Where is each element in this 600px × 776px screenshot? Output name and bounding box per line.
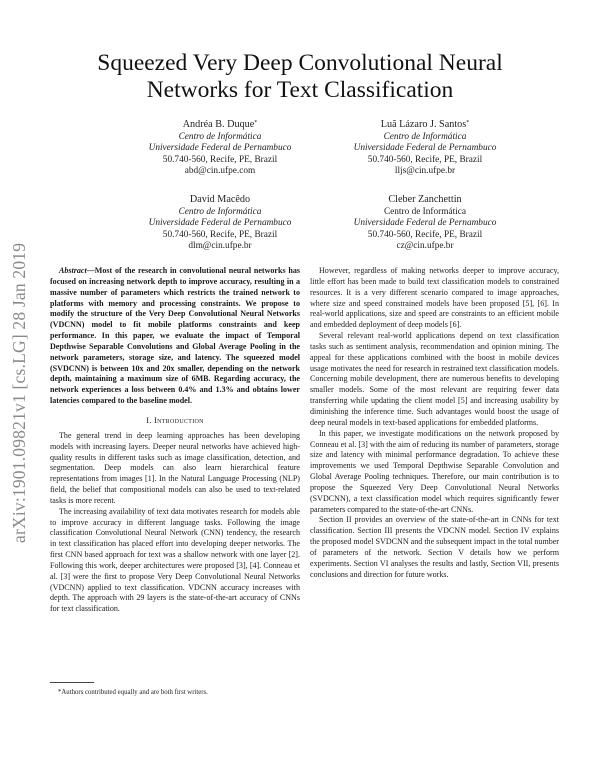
- author-name: Luã Lázaro J. Santos: [380, 119, 467, 130]
- author-institution: Universidade Federal de Pernambuco: [148, 218, 292, 229]
- author-institution: Universidade Federal de Pernambuco: [353, 218, 497, 229]
- author-name: Andréa B. Duque: [182, 119, 255, 130]
- left-column: [50, 266, 300, 615]
- paragraph: The general trend in deep learning approaches has been developing models with increasing layers. Deeper neural networks have achieved high-quality results in different tasks such as image classification, detection, and segmentation. Deep models can also learn hierarchical feature representations from images [1]. In the Natural Language Processing (NLP) field, the belief that compositional models can also be used to text-related tasks is more recent.: [50, 430, 300, 505]
- footnote: *Authors contributed equally and are both first writers.: [58, 689, 208, 696]
- author-institution: Universidade Federal de Pernambuco: [353, 143, 497, 154]
- paragraph: Several relevant real-world applications depend on text classification tasks such as sentiment analysis, recommendation and opinion mining. The appeal for these applications combined with the boost in mobile devices usage motivates the need for research in restrained text classification models. Concerning mobile development, there are numerous benefits to developing smaller models. Some of the most relevant are requiring fewer data transferring while updating the client model [5] and increasing usability by diminishing the inference time. Such advantages would boost the usage of deep neural models in text-based applications for embedded platforms.: [310, 331, 559, 427]
- paragraph: The increasing availability of text data motivates research for models able to improve accuracy in different language tasks. Following the image classification Convolutional Neural Network (CNN) tendency, the research in text classification has placed effort into developing deeper networks. The first CNN based approach for text was a shallow network with one layer [2]. Following this work, deeper architectures were proposed [3], [4]. Conneau et al. [3] were the first to propose Very Deep Convolutional Neural Networks (VDCNN) applied to text classification. VDCNN accuracy increases with depth. The approach with 29 layers is the state-of-the-art accuracy of CNNs for text classification.: [50, 506, 300, 614]
- paragraph: Section II provides an overview of the state-of-the-art in CNNs for text classification. Section III presents the VDCNN model. Section IV explains the proposed model SVDCNN and the subsequent impact in the total number of parameters of the network. Section V details how we perform experiments. Section VI analyses the results and lastly, Section VII, presents conclusions and direction for future works.: [310, 515, 559, 579]
- author-address: 50.740-560, Recife, PE, Brazil: [162, 154, 278, 165]
- equal-contribution-mark: *: [254, 120, 258, 126]
- author-block: [100, 119, 340, 178]
- author-name: David Macêdo: [189, 194, 251, 205]
- author-department: Centro de Informática: [383, 206, 467, 217]
- paragraph: However, regardless of making networks deeper to improve accuracy, little effort has been made to build text classification models to constrained resources. It is a very different scenario compared to image approaches, where size and speed constrained models have been proposed [5], [6]. In real-world applications, size and speed are constraints to an efficient mobile and embedded deployment of deep models [6].: [310, 266, 559, 330]
- author-department: Centro de Informática: [178, 131, 262, 142]
- abstract-label: Abstract: [59, 266, 87, 275]
- author-email: cz@cin.ufpe.br: [396, 241, 454, 252]
- author-block: [100, 194, 340, 253]
- author-name: Cleber Zanchettin: [388, 194, 462, 205]
- author-address: 50.740-560, Recife, PE, Brazil: [367, 154, 483, 165]
- author-block: [305, 119, 545, 178]
- author-address: 50.740-560, Recife, PE, Brazil: [162, 229, 278, 240]
- author-email: abd@cin.ufpe.com: [184, 166, 256, 177]
- right-column: [310, 266, 559, 580]
- author-email: dlm@cin.ufpe.br: [188, 241, 252, 252]
- author-block: [305, 194, 545, 253]
- arxiv-identifier: arXiv:1901.09821v1 [cs.LG] 28 Jan 2019: [9, 242, 29, 544]
- abstract: [50, 266, 300, 407]
- footnote-rule: [50, 682, 94, 683]
- author-institution: Universidade Federal de Pernambuco: [148, 143, 292, 154]
- equal-contribution-mark: *: [466, 120, 470, 126]
- author-email: lljs@cin.ufpe.br: [394, 166, 456, 177]
- author-department: Centro de Informática: [178, 206, 262, 217]
- section-heading: I. Introduction: [146, 415, 204, 425]
- author-department: Centro de Informática: [383, 131, 467, 142]
- author-address: 50.740-560, Recife, PE, Brazil: [367, 229, 483, 240]
- paper-title: Squeezed Very Deep Convolutional Neural Networks for Text Classification: [97, 50, 503, 103]
- abstract-text: —Most of the research in convolutional neural networks has focused on increasing network depth to improve accuracy, resulting in a massive number of parameters which restricts the trained network to platforms with memory and processing constraints. We propose to modify the structure of the Very Deep Convolutional Neural Networks (VDCNN) model to fit mobile platforms constraints and keep performance. In this paper, we evaluate the impact of Temporal Depthwise Separable Convolutions and Global Average Pooling in the network parameters, storage size, and latency. The squeezed model (SVDCNN) is between 10x and 20x smaller, depending on the network depth, maintaining a maximum size of 6MB. Regarding accuracy, the network experiences a loss between 0.4% and 1.3% and obtains lower latencies compared to the baseline model.: [50, 266, 300, 406]
- paragraph: In this paper, we investigate modifications on the network proposed by Conneau et al. [3] with the aim of reducing its number of parameters, storage size and latency with minimal performance degradation. To achieve these improvements we used Temporal Depthwise Separable Convolution and Global Average Pooling techniques. Therefore, our main contribution is to propose the Squeezed Very Deep Convolutional Neural Networks (SVDCNN), a text classification model which requires significantly fewer parameters compared to the state-of-the-art CNNs.: [310, 428, 559, 514]
